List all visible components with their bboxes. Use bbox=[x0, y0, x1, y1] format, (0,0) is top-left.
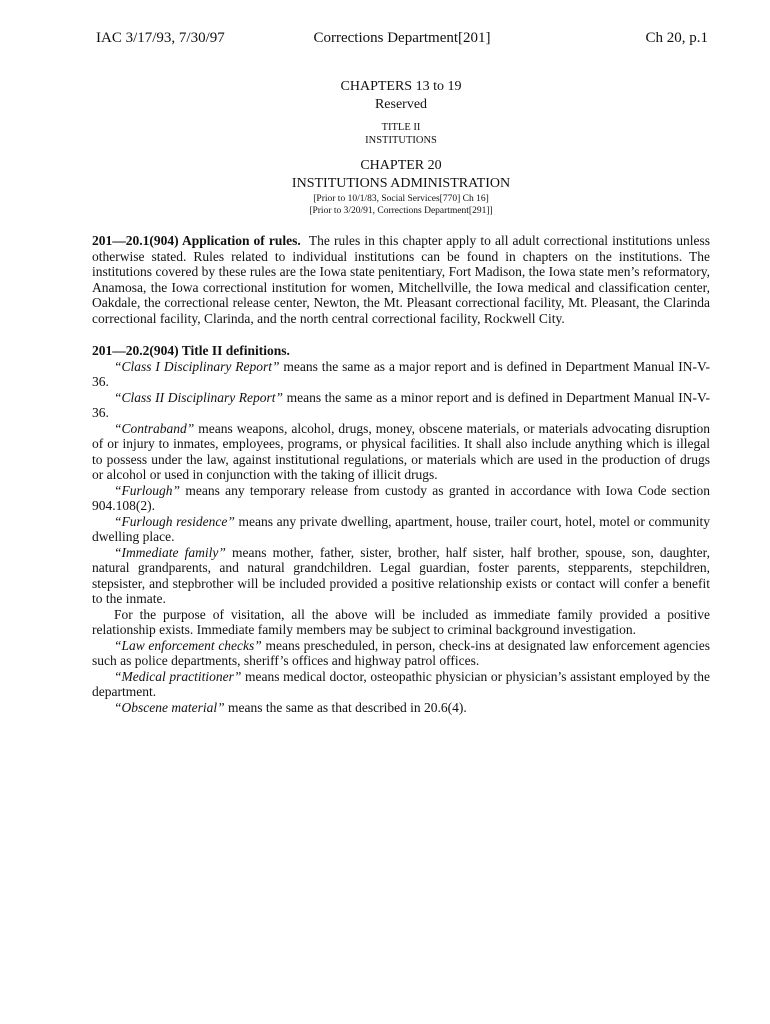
rule-application-heading: 201—20.1(904) Application of rules. bbox=[92, 233, 301, 248]
definition-text: means the same as a minor report and is defined in Department Manual IN-V-36. bbox=[92, 389, 710, 420]
definition-item bbox=[92, 483, 710, 514]
chapter-name: INSTITUTIONS ADMINISTRATION bbox=[291, 176, 511, 191]
title-heading bbox=[92, 121, 710, 147]
definition-term: “Law enforcement checks” bbox=[114, 637, 262, 653]
definition-text: means any private dwelling, apartment, house, trailer court, hotel, motel or community dwelling place. bbox=[92, 513, 710, 544]
chapter-prior-2: [Prior to 3/20/91, Corrections Department[291]] bbox=[309, 206, 493, 216]
definition-term: “Immediate family” bbox=[114, 544, 226, 560]
definition-term: “Class II Disciplinary Report” bbox=[114, 389, 284, 405]
definition-term: “Obscene material” bbox=[114, 699, 225, 715]
header-date: IAC 3/17/93, 7/30/97 bbox=[96, 30, 225, 46]
definition-text: means any temporary release from custody as granted in accordance with Iowa Code section 904.108(2). bbox=[92, 482, 710, 513]
definition-item bbox=[92, 545, 710, 607]
chapter-number: CHAPTER 20 bbox=[360, 158, 442, 173]
definition-text: means mother, father, sister, brother, half sister, half brother, spouse, son, daughter, natural grandparents, and natural grandchildren. Legal guardian, foster parents, stepparents, stepchildren, stepsister, and stepbrother will be included provided a positive relationship exists or contact will confer a benefit to the inmate. bbox=[92, 544, 710, 606]
definition-text: means the same as a major report and is defined in Department Manual IN-V-36. bbox=[92, 358, 710, 389]
definition-term: “Furlough residence” bbox=[114, 513, 235, 529]
chapter-prior-1: [Prior to 10/1/83, Social Services[770] Ch 16] bbox=[313, 194, 489, 204]
definition-term: “Contraband” bbox=[114, 420, 195, 436]
definition-visitation-note bbox=[92, 607, 710, 638]
definition-item bbox=[92, 514, 710, 545]
rule-application bbox=[92, 233, 710, 326]
definition-text: means weapons, alcohol, drugs, money, obscene materials, or materials advocating disruption of or injury to inmates, employees, programs, or physical facilities. It shall also include anything which is illegal to possess under the law, against institutional regulations, or materials which are used in the production of drugs or alcohol or used in conjunction with the taking of illicit drugs. bbox=[92, 420, 710, 482]
reserved-label: Reserved bbox=[374, 97, 428, 112]
document-body bbox=[92, 78, 710, 715]
definition-text: For the purpose of visitation, all the above will be included as immediate family provided a positive relationship exists. Immediate family members may be subject to criminal background investigation. bbox=[92, 606, 710, 637]
title-number: TITLE II bbox=[381, 122, 421, 133]
definition-text: means the same as that described in 20.6(4). bbox=[224, 699, 467, 715]
rule-definitions-heading: 201—20.2(904) Title II definitions. bbox=[92, 343, 290, 358]
definition-item bbox=[92, 700, 710, 716]
chapters-reserved-heading: CHAPTERS 13 to 19 bbox=[340, 79, 462, 94]
header-department: Corrections Department[201] bbox=[313, 30, 491, 46]
definition-text: means prescheduled, in person, check-ins at designated law enforcement agencies such as police departments, sheriff’s offices and highway patrol offices. bbox=[92, 637, 710, 668]
definition-term: “Medical practitioner” bbox=[114, 668, 242, 684]
definition-term: “Class I Disciplinary Report” bbox=[114, 358, 280, 374]
definition-item bbox=[92, 669, 710, 700]
rule-application-text: The rules in this chapter apply to all adult correctional institutions unless otherwise stated. Rules related to individual institutions can be found in chapters on the institutions. The institutions covered by these rules are the Iowa state penitentiary, Fort Madison, the Iowa state men’s reformatory, Anamosa, the Iowa correctional institution for women, Mitchellville, the Iowa medical and classification center, Oakdale, the correctional release center, Newton, the Mt. Pleasant correctional facility, Mt. Pleasant, the Clarinda correctional facility, Clarinda, and the north central correctional facility, Rockwell City. bbox=[92, 233, 710, 326]
definition-item bbox=[92, 359, 710, 390]
definition-item bbox=[92, 390, 710, 421]
definition-term: “Furlough” bbox=[114, 482, 181, 498]
title-name: INSTITUTIONS bbox=[365, 135, 437, 146]
definition-item bbox=[92, 421, 710, 483]
definitions-list bbox=[92, 359, 710, 716]
definition-item bbox=[92, 638, 710, 669]
definition-text: means medical doctor, osteopathic physician or physician’s assistant employed by the department. bbox=[92, 668, 710, 699]
rule-definitions-heading-line bbox=[92, 343, 710, 359]
running-header bbox=[96, 30, 708, 50]
header-page: Ch 20, p.1 bbox=[645, 30, 708, 46]
